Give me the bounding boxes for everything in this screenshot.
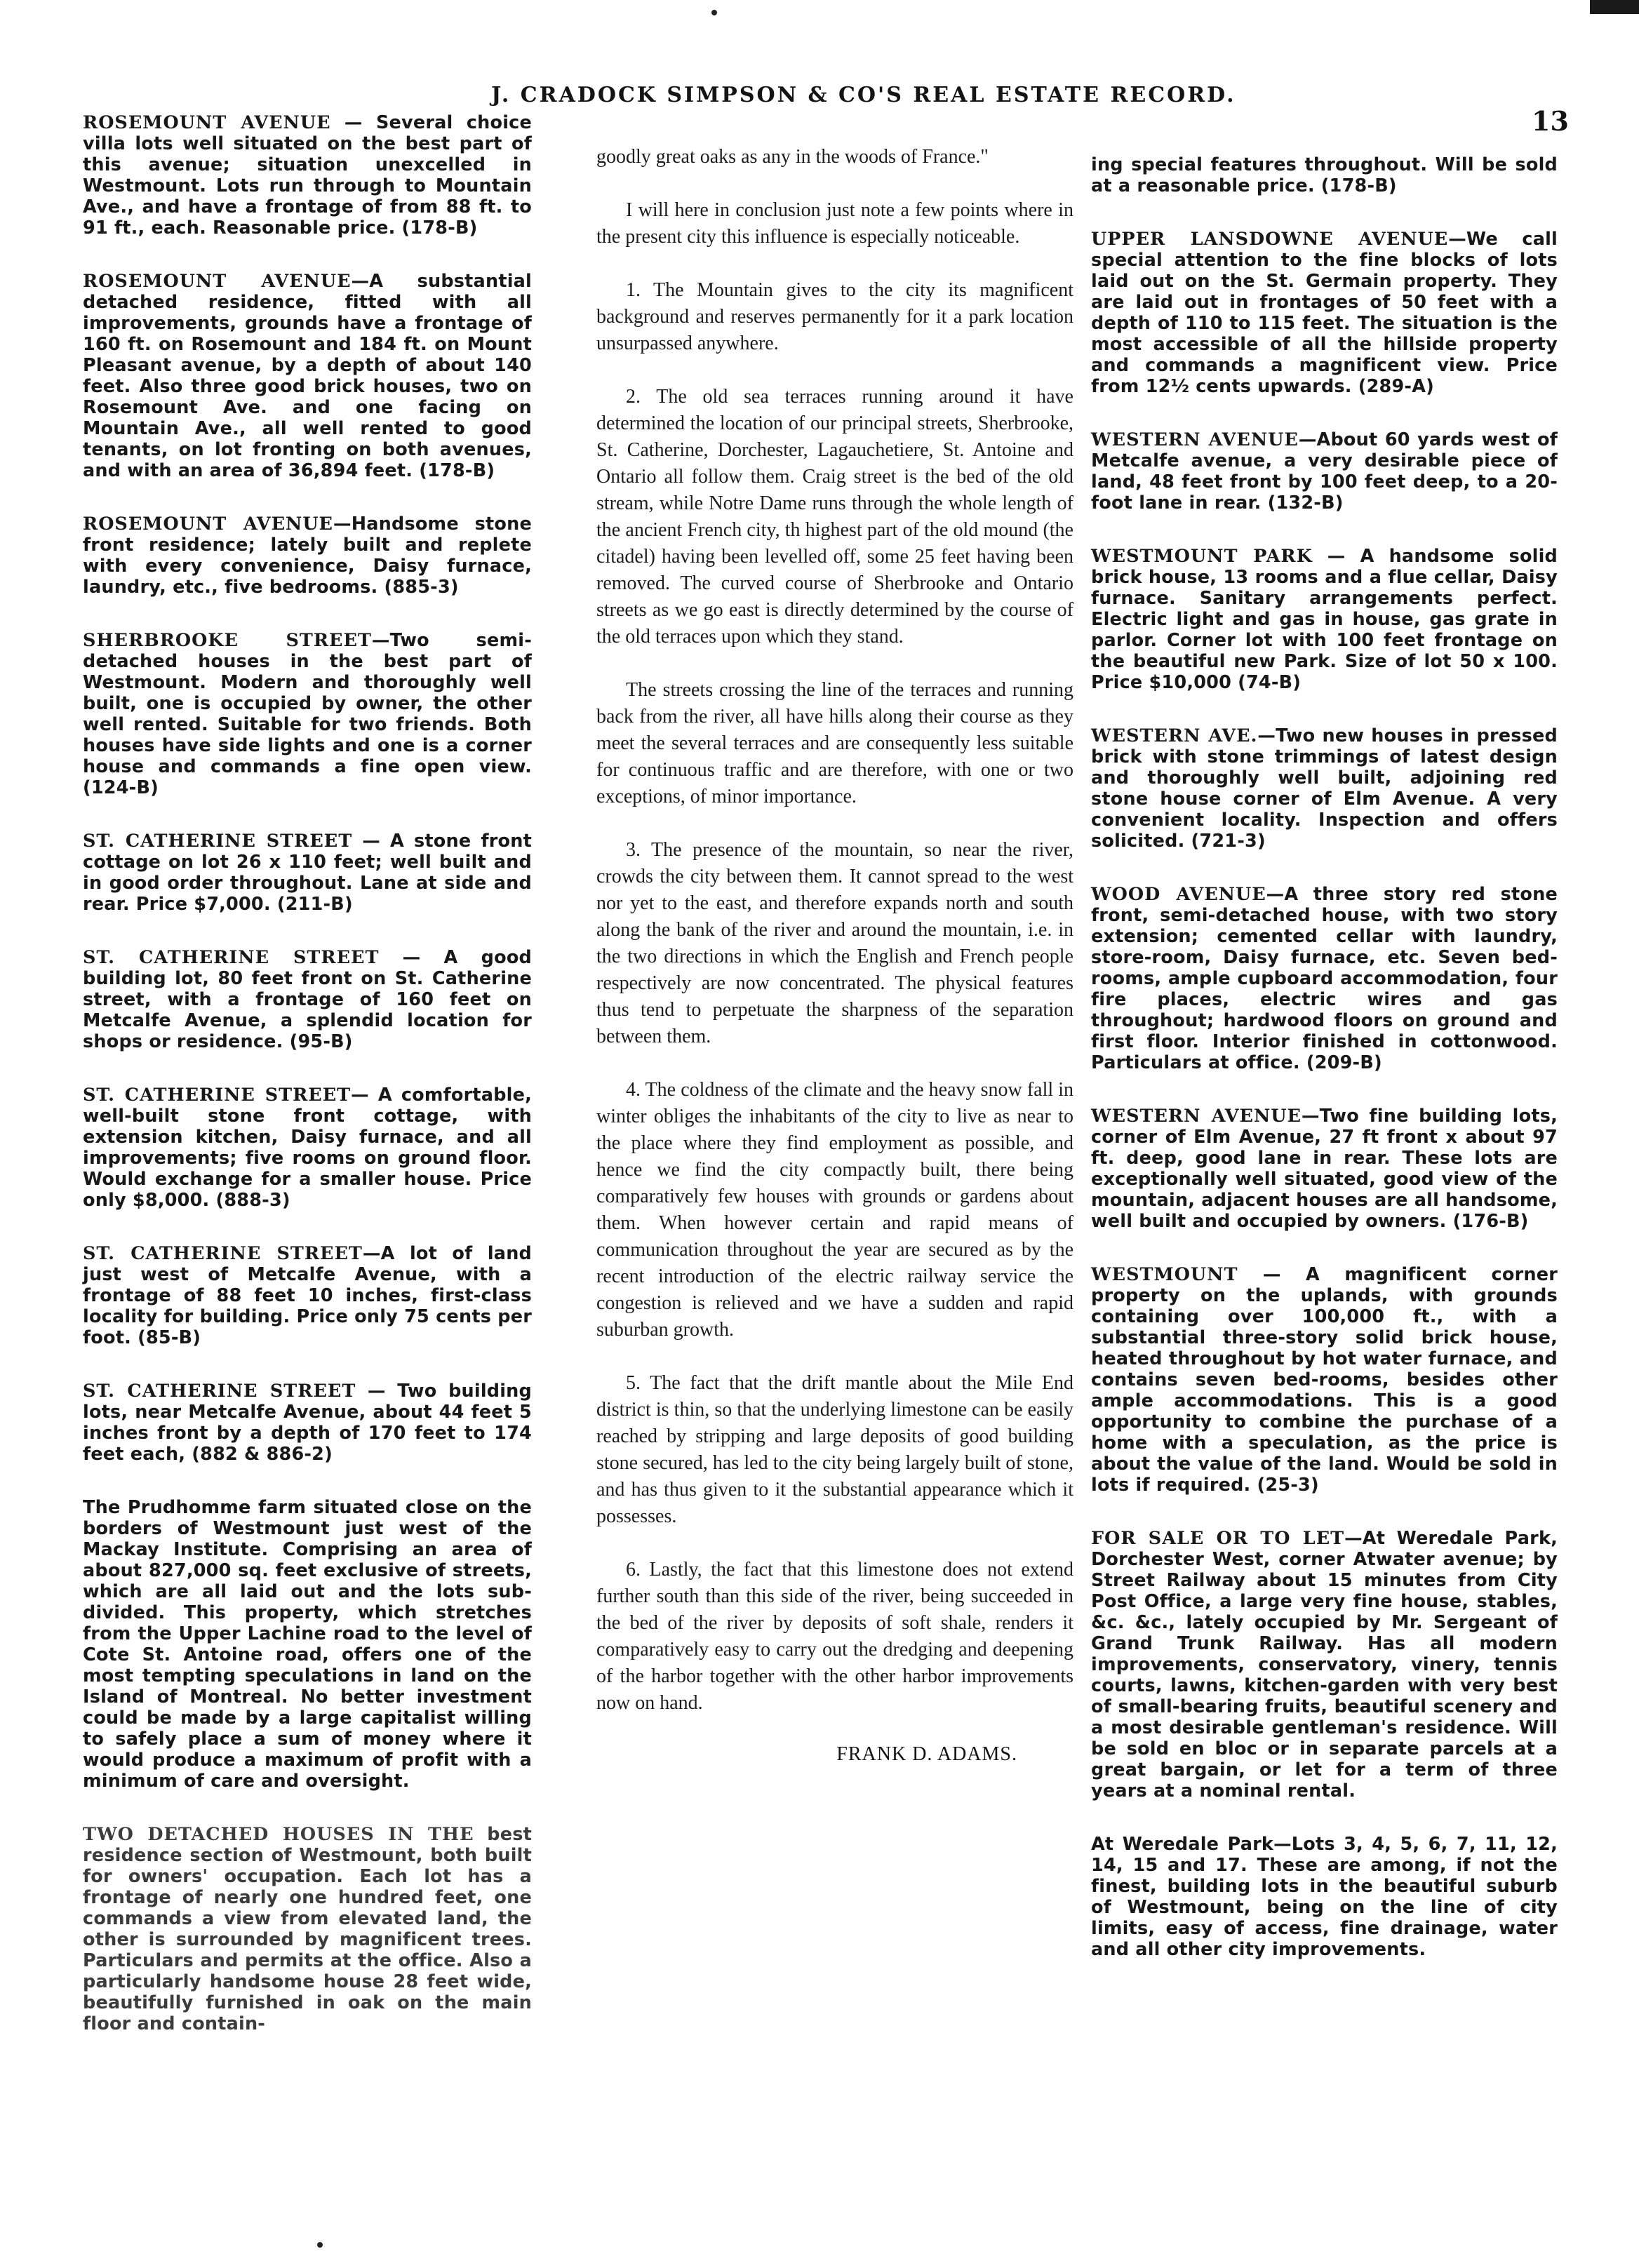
listing-text: — A magnificent corner property on the uplands, with grounds containing over 100,000 ft., with a substantial three-story solid brick house, heated throughout by hot water furnace, and contains seven bed-rooms, besides other ample accommodations. This is a good opportunity to combine the purchase of a home with a speculation, as the price is about the value of the land. Would be sold in lots if required. (25-3)	[1091, 1264, 1558, 1496]
listing	[83, 1824, 532, 2034]
listing-heading: ST. CATHERINE STREET	[83, 831, 353, 852]
listing-heading: ROSEMOUNT AVENUE	[83, 271, 352, 292]
listing-text: best residence section of Westmount, both built for owners' occupation. Each lot has a frontage of nearly one hundred feet, one commands a view from elevated land, the other is surrounded by magnificent trees. Particulars and permits at the office. Also a particularly handsome house 28 feet wide, beautifully furnished in oak on the main floor and contain-	[83, 1824, 532, 2034]
listing-heading: ST. CATHERINE STREET	[83, 947, 380, 968]
listing-heading: WESTMOUNT	[1091, 1264, 1238, 1285]
listing	[83, 1243, 532, 1348]
listing	[1091, 884, 1558, 1073]
listing-text: — A stone front cottage on lot 26 x 110 feet; well built and in good order throughout. Lane at side and rear. Price $7,000. (211-B)	[83, 831, 532, 915]
listing	[83, 112, 532, 239]
listing-heading: FOR SALE OR TO LET	[1091, 1528, 1345, 1549]
listing-heading: WESTMOUNT PARK	[1091, 546, 1313, 567]
essay-point: 5. The fact that the drift mantle about the Mile End district is thin, so that the underlying limestone can be easily reached by stripping and large deposits of good building stone secured, has led to the city being largely built of stone, and has thus given to it the substantial appearance which it possesses.	[596, 1372, 1073, 1527]
listing-heading: SHERBROOKE STREET	[83, 630, 372, 651]
listing-text: —Two fine building lots, corner of Elm Avenue, 27 ft front x about 97 ft. deep, good lane in rear. These lots are exceptionally well situated, good view of the mountain, adjacent houses are all handsome, well built and occupied by owners. (176-B)	[1091, 1106, 1558, 1232]
listing	[1091, 1106, 1558, 1232]
page-number: 13	[1532, 105, 1569, 137]
listing-text: — A comfortable, well-built stone front cottage, with extension kitchen, Daisy furnace, and all improvements; five rooms on ground floor. Would exchange for a smaller house. Price only $8,000. (888-3)	[83, 1085, 532, 1211]
listing-text: — Two building lots, near Metcalfe Avenue, about 44 feet 5 inches front by a depth of 170 feet to 174 feet each, (882 & 886-2)	[83, 1381, 532, 1465]
listing	[83, 1085, 532, 1211]
listing	[1091, 154, 1558, 196]
left-column	[83, 112, 532, 2067]
listing	[83, 271, 532, 481]
right-column	[1091, 154, 1558, 1992]
listing-text: ing special features throughout. Will be sold at a reasonable price. (178-B)	[1091, 154, 1558, 196]
essay-point: 6. Lastly, the fact that this limestone does not extend further south than this side of the river, being succeeded in the bed of the river by deposits of soft shale, renders it comparatively easy to carry out the dredging and deepening of the harbor together with the other harbor improvements now on hand.	[596, 1559, 1073, 1714]
listing	[83, 514, 532, 598]
essay-point: 1. The Mountain gives to the city its magnificent background and reserves permanently for it a park location unsurpassed anywhere.	[596, 279, 1073, 354]
listing	[83, 947, 532, 1052]
listing-heading: UPPER LANSDOWNE AVENUE	[1091, 229, 1449, 250]
listing-text: —A three story red stone front, semi-detached house, with two story extension; cemented cellar with laundry, store-room, Daisy furnace, etc. Seven bed-rooms, ample cupboard accommodation, four fire places, electric wires and gas throughout; hardwood floors on ground and first floor. Interior finished in cottonwood. Particulars at office. (209-B)	[1091, 884, 1558, 1073]
listing-heading: WESTERN AVE.	[1091, 725, 1258, 746]
listing-heading: ST. CATHERINE STREET	[83, 1243, 363, 1264]
listing-text: —At Weredale Park, Dorchester West, corner Atwater avenue; by Street Railway about 15 minutes from City Post Office, a large very fine house, stables, &c. &c., lately occupied by Mr. Sergeant of Grand Trunk Railway. Has all modern improvements, conservatory, vinery, tennis courts, lawns, kitchen-garden with very best of small-bearing fruits, beautiful scenery and a most desirable gentleman's residence. Will be sold en bloc or in separate parcels at a great bargain, or let for a term of three years at a nominal rental.	[1091, 1528, 1558, 1801]
listing-text: —Handsome stone front residence; lately built and replete with every convenience, Daisy furnace, laundry, etc., five bedrooms. (885-3)	[83, 514, 532, 598]
listing	[83, 1497, 532, 1792]
listing	[1091, 429, 1558, 514]
listing-text: —Two new houses in pressed brick with stone trimmings of latest design and thoroughly well built, adjoining red stone house corner of Elm Avenue. A very convenient locality. Inspection and offers solicited. (721-3)	[1091, 725, 1558, 852]
listing-text: —We call special attention to the fine blocks of lots laid out on the St. Germain property. They are laid out in frontages of 50 feet with a depth of 110 to 115 feet. The situation is the most accessible of all the hillside property and commands a magnificent view. Price from 12½ cents upwards. (289-A)	[1091, 229, 1558, 397]
essay-opening: goodly great oaks as any in the woods of France."	[596, 146, 989, 168]
essay-intro: I will here in conclusion just note a few points where in the present city this influence is especially noticeable.	[596, 199, 1073, 248]
listing-heading: ROSEMOUNT AVENUE	[83, 514, 333, 535]
listing	[83, 630, 532, 798]
listing	[1091, 1264, 1558, 1496]
essay-point: 4. The coldness of the climate and the heavy snow fall in winter obliges the inhabitants of the city to live as near to the place where they find employment as possible, and hence we find the city compactly built, there being comparatively few houses with grounds or gardens about them. When however certain and rapid means of communication throughout the year are secured as by the recent introduction of the electric railway service the congestion is relieved and we have a sudden and rapid suburban growth.	[596, 1079, 1073, 1341]
listing	[1091, 229, 1558, 397]
listing-text: —Two semi-detached houses in the best part of Westmount. Modern and thoroughly well built, one is occupied by owner, the other well rented. Suitable for two friends. Both houses have side lights and one is a corner house and commands a fine open view. (124-B)	[83, 630, 533, 798]
scan-speck	[711, 10, 717, 15]
essay-point: 2. The old sea terraces running around it have determined the location of our principal streets, Sherbrooke, St. Catherine, Dorchester, Lagauchetiere, St. Antoine and Ontario all follow them. Craig street is the bed of the old stream, while Notre Dame runs through the whole length of the ancient French city, th highest part of the old mound (the citadel) having been levelled off, some 25 feet having been removed. The curved course of Sherbrooke and Ontario streets as we go east is directly determined by the course of the old terraces upon which they stand.	[596, 386, 1073, 647]
listing	[1091, 546, 1558, 693]
listing-text: At Weredale Park—Lots 3, 4, 5, 6, 7, 11, 12, 14, 15 and 17. These are among, if not the finest, building lots in the beautiful suburb of Westmount, being on the line of city limits, easy of access, fine drainage, water and all other city improvements.	[1091, 1834, 1558, 1960]
listing	[1091, 1834, 1558, 1960]
listing-text: The Prudhomme farm situated close on the borders of Westmount just west of the Mackay Institute. Comprising an area of about 827,000 sq. feet exclusive of streets, which are all laid out and the lots sub-divided. This property, which stretches from the Upper Lachine road to the level of Cote St. Antoine road, offers one of the most tempting speculations in land on the Island of Montreal. No better investment could be made by a large capitalist willing to safely place a sum of money where it would produce a maximum of profit with a minimum of care and oversight.	[83, 1497, 532, 1792]
listing-heading: ROSEMOUNT AVENUE	[83, 112, 331, 133]
listing-heading: WESTERN AVENUE	[1091, 429, 1299, 450]
listing-heading: WESTERN AVENUE	[1091, 1106, 1302, 1127]
author-signature: FRANK D. ADAMS.	[836, 1743, 1017, 1765]
listing-text: —A substantial detached residence, fitted with all improvements, grounds have a frontage of 160 ft. on Rosemount and 184 ft. on Mount Pleasant avenue, by a depth of about 140 feet. Also three good brick houses, two on Rosemount Ave. and one facing on Mountain Ave., all well rented to good tenants, on lot fronting on both avenues, and with an area of 36,894 feet. (178-B)	[83, 271, 532, 481]
listing-heading: ST. CATHERINE STREET	[83, 1381, 356, 1402]
essay-point: 3. The presence of the mountain, so near the river, crowds the city between them. It cannot spread to the west nor yet to the east, and therefore expands north and south along the bank of the river and around the mountain, i.e. in the two directions in which the English and French people respectively are now concentrated. The physical features thus tend to perpetuate the sharpness of the separation between them.	[596, 839, 1073, 1047]
listing-heading: ST. CATHERINE STREET	[83, 1085, 352, 1106]
listing-text: — A good building lot, 80 feet front on St. Catherine street, with a frontage of 160 feet on Metcalfe Avenue, a splendid location for shops or residence. (95-B)	[83, 947, 532, 1052]
running-title: J. CRADOCK SIMPSON & CO'S REAL ESTATE RECORD.	[491, 83, 1236, 107]
listing	[83, 831, 532, 915]
listing	[1091, 725, 1558, 852]
listing-heading: WOOD AVENUE	[1091, 884, 1266, 905]
listing-text: —About 60 yards west of Metcalfe avenue, a very desirable piece of land, 48 feet front by 100 feet deep, to a 20-foot lane in rear. (132-B)	[1091, 429, 1558, 514]
listing	[83, 1381, 532, 1465]
listing-text: — A handsome solid brick house, 13 rooms and a flue cellar, Daisy furnace. Sanitary arrangements perfect. Electric light and gas in house, gas grate in parlor. Corner lot with 100 feet frontage on the beautiful new Park. Size of lot 50 x 100. Price $10,000 (74-B)	[1091, 546, 1558, 693]
middle-column-essay	[596, 144, 1073, 1766]
listing-text: — Several choice villa lots well situated on the best part of this avenue; situation unexcelled in Westmount. Lots run through to Mountain Ave., and have a frontage of from 88 ft. to 91 ft., each. Reasonable price. (178-B)	[83, 112, 532, 239]
scan-edge-mark	[1590, 0, 1639, 14]
listing-heading: TWO DETACHED HOUSES IN THE	[83, 1824, 474, 1845]
essay-point: The streets crossing the line of the terraces and running back from the river, all have hills along their course as they meet the several terraces and are consequently less suitable for continuous traffic and are therefore, with one or two exceptions, of minor importance.	[596, 679, 1073, 807]
listing-text: —A lot of land just west of Metcalfe Avenue, with a frontage of 88 feet 10 inches, first-class locality for building. Price only 75 cents per foot. (85-B)	[83, 1243, 532, 1348]
listing	[1091, 1528, 1558, 1801]
scan-speck	[317, 2242, 323, 2248]
